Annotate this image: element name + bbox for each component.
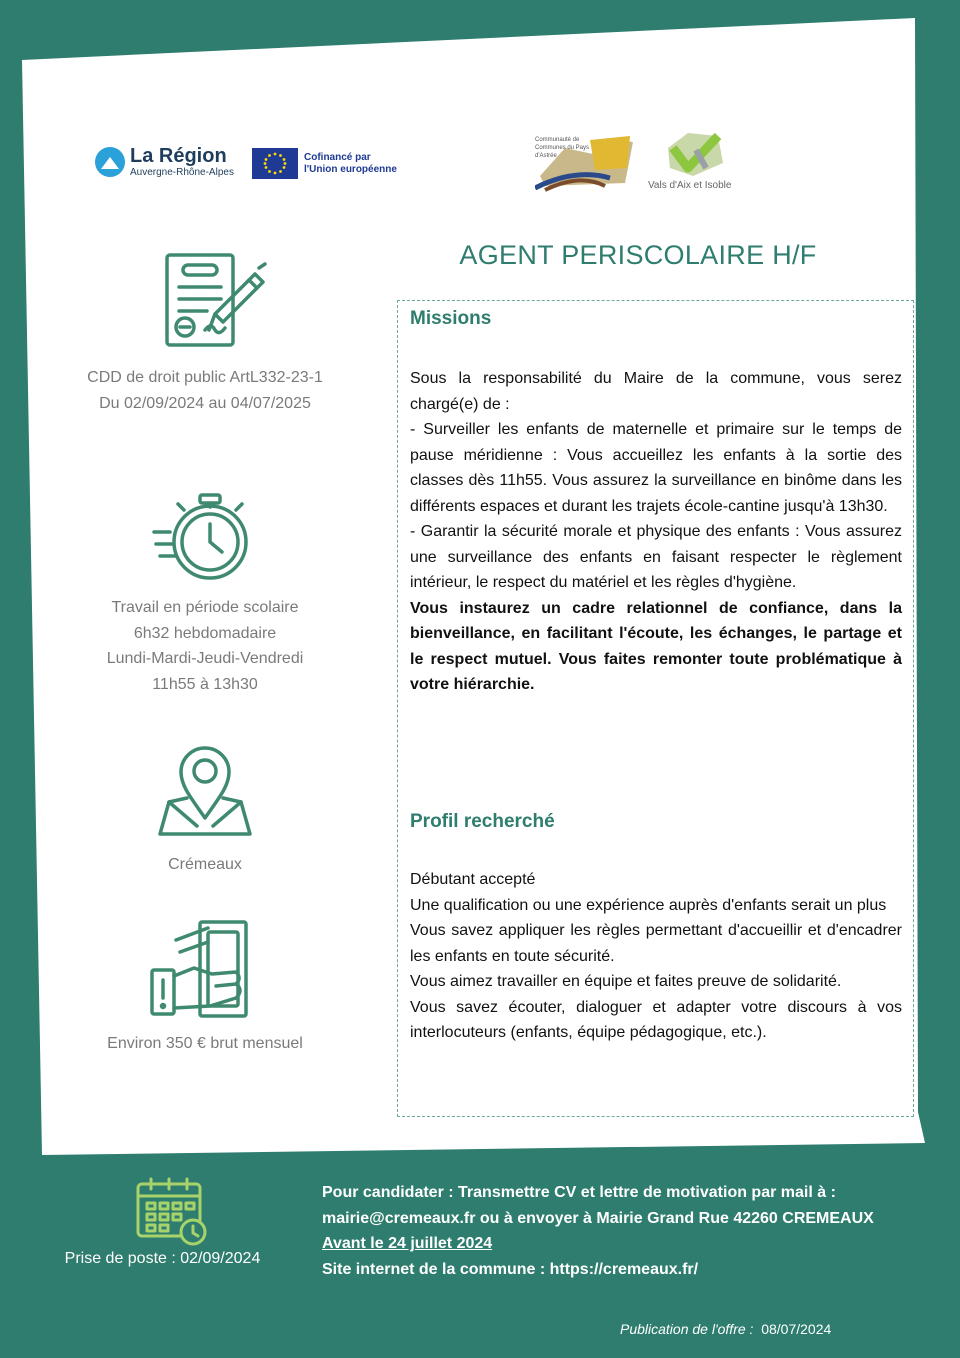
schedule-hours: 6h32 hebdomadaire	[133, 624, 277, 642]
publication-value: 08/07/2024	[761, 1321, 832, 1337]
location-info	[40, 852, 370, 878]
eu-logo	[252, 148, 397, 179]
missions-safety: - Garantir la sécurité morale et physique des enfants : Vous assurez une surveillance des enfants en faisant respecter le règlement intérieur, le respect du matériel et les règles d'hygiène.	[410, 523, 902, 591]
location-map-icon	[157, 742, 253, 838]
region-logo	[95, 146, 234, 178]
schedule-period: Travail en période scolaire	[111, 599, 299, 616]
contract-icon	[163, 252, 268, 349]
missions-heading: Missions	[410, 308, 492, 329]
application-info	[322, 1180, 942, 1282]
apply-deadline: Avant le 24 juillet 2024	[322, 1235, 493, 1252]
salary-amount: Environ 350 € brut mensuel	[107, 1035, 303, 1052]
apply-address[interactable]: mairie@cremeaux.fr ou à envoyer à Mairie Grand Rue 42260 CREMEAUX	[322, 1209, 874, 1227]
publication-label: Publication de l'offre :	[620, 1321, 754, 1337]
schedule-days: Lundi-Mardi-Jeudi-Vendredi	[106, 650, 304, 667]
vals-logo-text: Vals d'Aix et Isoble	[648, 180, 732, 191]
missions-supervise: - Surveiller les enfants de maternelle et primaire sur le temps de pause méridienne : Vous accueillez les enfants à la sortie des classes dès 11h55. Vous assurez la surveillance en binôme dans les différents espaces et durant les trajets école-cantine jusqu'à 13h30.	[410, 421, 902, 515]
vals-emblem-icon	[648, 128, 758, 178]
contract-dates: Du 02/09/2024 au 04/07/2025	[99, 394, 311, 412]
profile-content	[410, 867, 902, 1046]
salary-info	[40, 1031, 370, 1057]
schedule-info	[40, 595, 370, 697]
location-name: Crémeaux	[168, 856, 242, 873]
eu-flag-icon	[252, 148, 298, 179]
eu-text-line1: Cofinancé par	[304, 151, 371, 163]
region-subtitle: Auvergne-Rhône-Alpes	[130, 167, 234, 178]
calendar-clock-icon	[135, 1176, 209, 1248]
logos-bar	[95, 128, 960, 208]
community-logo-text: Communauté de Communes du Pays d'Astrée	[535, 137, 590, 159]
publication-date	[620, 1321, 831, 1337]
eu-text-line2: l'Union européenne	[304, 163, 397, 175]
profile-line: Une qualification ou une expérience auprès d'enfants serait un plus	[410, 896, 887, 914]
missions-relationship: Vous instaurez un cadre relationnel de confiance, dans la bienveillance, en facilitant l'écoute, les échanges, le partage et le respect mutuel. Vous faites remonter toute problématique à votre hiérarchie.	[410, 599, 902, 693]
region-name: La Région	[130, 145, 227, 167]
missions-intro: Sous la responsabilité du Maire de la commune, vous serez chargé(e) de :	[410, 370, 902, 413]
contract-info	[40, 365, 370, 416]
region-emblem-icon	[95, 147, 125, 177]
profile-line: Vous savez écouter, dialoguer et adapter votre discours à vos interlocuteurs (enfants, équipe pédagogique, etc.).	[410, 998, 902, 1041]
stopwatch-icon	[152, 492, 252, 584]
money-hand-icon	[150, 918, 250, 1018]
start-date: Prise de poste : 02/09/2024	[64, 1250, 261, 1267]
contract-type: CDD de droit public ArtL332-23-1	[87, 369, 323, 386]
profile-line: Débutant accepté	[410, 871, 536, 888]
missions-content	[410, 366, 902, 698]
schedule-time: 11h55 à 13h30	[152, 675, 258, 693]
vals-logo	[648, 128, 758, 198]
website-link[interactable]: Site internet de la commune : https://cremeaux.fr/	[322, 1260, 699, 1278]
apply-instructions: Pour candidater : Transmettre CV et lettre de motivation par mail à :	[322, 1184, 836, 1201]
profile-line: Vous aimez travailler en équipe et faites preuve de solidarité.	[410, 973, 842, 990]
profile-heading: Profil recherché	[410, 811, 555, 832]
community-logo	[535, 128, 635, 198]
profile-line: Vous savez appliquer les règles permettant d'accueillir et d'encadrer les enfants en toute sécurité.	[410, 922, 902, 965]
job-title: AGENT PERISCOLAIRE H/F	[459, 240, 817, 270]
